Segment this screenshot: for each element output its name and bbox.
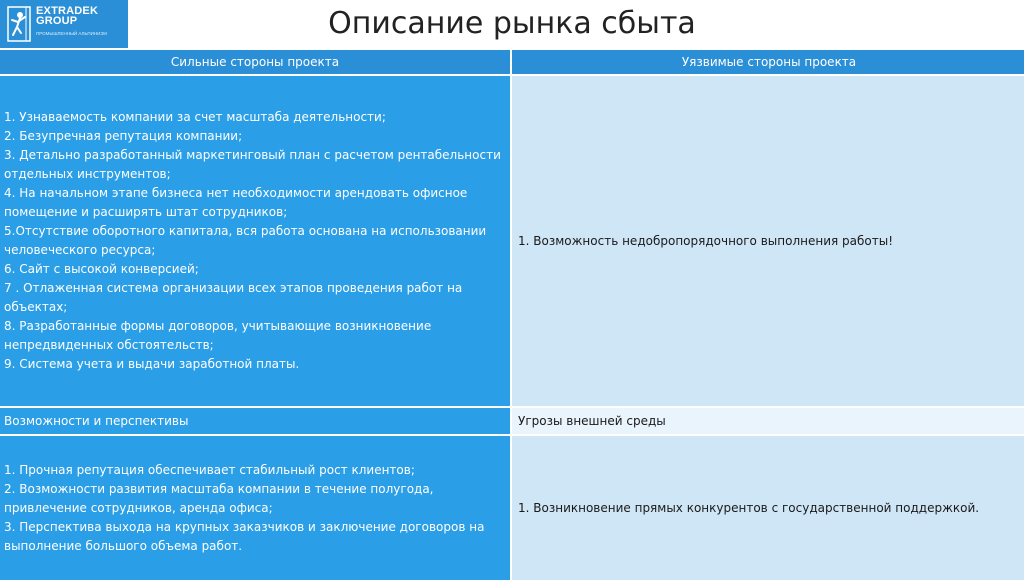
list-item: 8. Разработанные формы договоров, учитывающие возникновение непредвиденных обстоятельств;	[4, 319, 432, 352]
list-item: 3. Детально разработанный маркетинговый план с расчетом рентабельности отдельных инструментов;	[4, 148, 501, 181]
weaknesses-list	[518, 232, 893, 251]
list-item: 1. Возможность недобропорядочного выполнения работы!	[518, 233, 894, 248]
swot-table	[0, 50, 1024, 574]
opportunities-list	[4, 461, 506, 556]
list-item: 4. На начальном этапе бизнеса нет необходимости арендовать офисное помещение и расширять штат сотрудников;	[4, 186, 468, 219]
header-threats: Угрозы внешней среды	[512, 408, 1024, 434]
header-weaknesses: Уязвимые стороны проекта	[512, 50, 1024, 74]
list-item: 3. Перспектива выхода на крупных заказчиков и заключение договоров на выполнение большого объема работ.	[4, 519, 485, 553]
strengths-list	[4, 108, 506, 374]
opportunities-cell	[0, 436, 510, 580]
header-opportunities: Возможности и перспективы	[0, 408, 510, 434]
list-item: 9. Система учета и выдачи заработной платы.	[4, 357, 300, 371]
list-item: 1. Узнаваемость компании за счет масштаба деятельности;	[4, 110, 386, 124]
logo-line-1: EXTRADEK	[36, 5, 99, 17]
list-item: 5.Отсутствие оборотного капитала, вся работа основана на использовании человеческого ресурса;	[4, 224, 487, 257]
list-item: 2. Безупречная репутация компании;	[4, 129, 243, 143]
list-item: 1. Прочная репутация обеспечивает стабильный рост клиентов;	[4, 462, 415, 477]
logo-tagline: ПРОМЫШЛЕННЫЙ АЛЬПИНИЗМ	[36, 31, 107, 36]
header-strengths: Сильные стороны проекта	[0, 50, 510, 74]
slide-title: Описание рынка сбыта	[328, 6, 696, 41]
list-item: 1. Возникновение прямых конкурентов с государственной поддержкой.	[518, 500, 980, 515]
list-item: 7 . Отлаженная система организации всех этапов проведения работ на объектах;	[4, 281, 463, 314]
threats-list	[518, 499, 979, 518]
threats-cell	[512, 436, 1024, 580]
logo-line-2: GROUP	[36, 15, 78, 27]
list-item: 2. Возможности развития масштаба компании в течение полугода, привлечение сотрудников, аренда офиса;	[4, 481, 434, 515]
weaknesses-cell	[512, 76, 1024, 406]
list-item: 6. Сайт с высокой конверсией;	[4, 262, 199, 276]
strengths-cell	[0, 76, 510, 406]
